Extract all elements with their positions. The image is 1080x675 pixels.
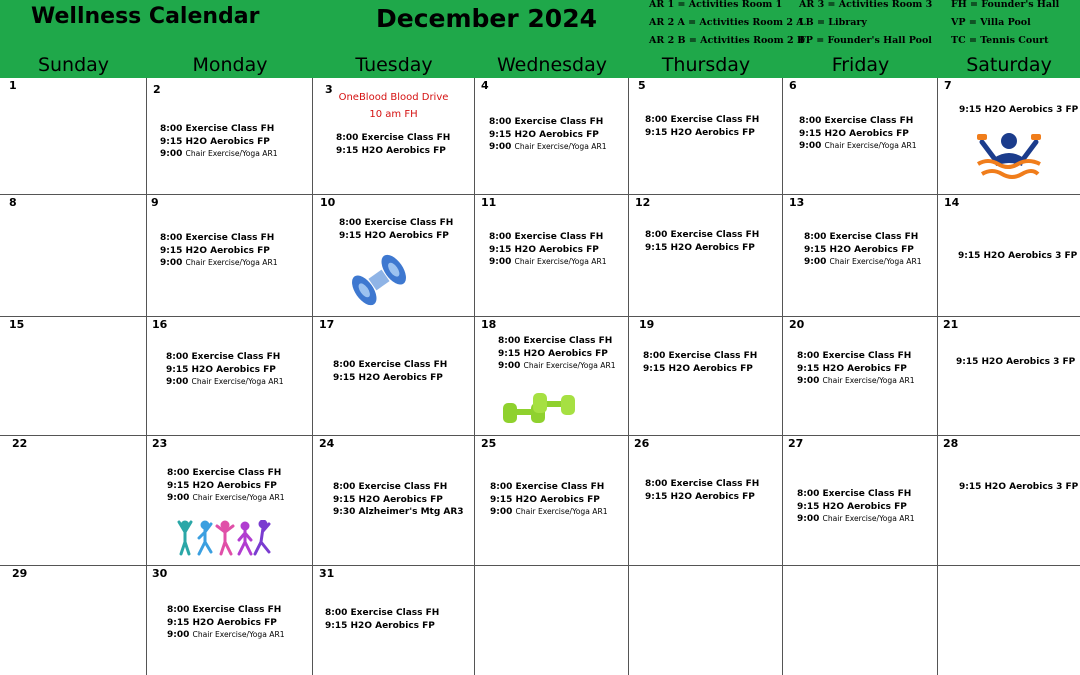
event-list: [804, 231, 922, 269]
day-cell[interactable]: [783, 436, 938, 566]
blood-drive-title: OneBlood Blood Drive: [338, 92, 449, 103]
event-list: [959, 104, 1078, 117]
day-cell[interactable]: [313, 436, 475, 566]
event-time: 9:00: [490, 507, 513, 518]
event-time: 9:00: [498, 361, 521, 372]
day-number: 9: [151, 196, 159, 209]
event-h2o-aerobics: 9:15 H2O Aerobics FP: [645, 242, 755, 253]
event-text: Chair Exercise/Yoga AR1: [185, 258, 278, 268]
day-cell[interactable]: [313, 78, 475, 195]
event-exercise-class: 8:00 Exercise Class FH: [645, 479, 760, 489]
event-list: [489, 231, 607, 269]
event-time: 9:00: [489, 142, 512, 153]
day-number: 11: [481, 196, 497, 209]
day-number: 4: [481, 79, 489, 92]
event-h2o-aerobics: 9:15 H2O Aerobics FP: [336, 145, 446, 156]
day-number: 21: [943, 318, 959, 331]
event-h2o-aerobics: 9:15 H2O Aerobics FP: [489, 244, 599, 255]
event-list: [498, 335, 616, 373]
event-chair-yoga: [490, 506, 608, 519]
event-exercise-class: 8:00 Exercise Class FH: [799, 116, 914, 126]
day-cell[interactable]: [147, 78, 313, 195]
exercise-figures-icon: [177, 520, 273, 556]
day-cell[interactable]: [629, 317, 783, 436]
event-exercise-class: 8:00 Exercise Class FH: [339, 218, 454, 228]
day-number: 2: [153, 83, 161, 96]
day-cell[interactable]: [0, 436, 147, 566]
event-h2o-aerobics: 9:15 H2O Aerobics FP: [325, 620, 435, 631]
day-cell[interactable]: [629, 566, 783, 675]
event-list: [325, 607, 439, 632]
event-exercise-class: 8:00 Exercise Class FH: [645, 115, 760, 125]
event-chair-yoga: [804, 256, 922, 269]
day-number: 28: [943, 437, 959, 450]
weekday-friday: Friday: [831, 54, 890, 76]
aqua-dumbbell-icon: [351, 251, 407, 309]
legend-item: AR 2 A = Activities Room 2 A: [649, 17, 804, 28]
weekday-wednesday: Wednesday: [496, 54, 607, 76]
event-exercise-class: 8:00 Exercise Class FH: [167, 605, 282, 615]
event-chair-yoga: [489, 256, 607, 269]
event-h2o-aerobics: 9:15 H2O Aerobics FP: [489, 129, 599, 140]
event-list: [167, 467, 285, 505]
weekday-thursday: Thursday: [661, 54, 751, 76]
day-cell[interactable]: [147, 317, 313, 436]
day-number: 13: [789, 196, 805, 209]
event-exercise-class: 8:00 Exercise Class FH: [325, 608, 440, 618]
event-chair-yoga: [498, 360, 616, 373]
event-list: [956, 356, 1075, 369]
legend-item: VP = Villa Pool: [951, 17, 1031, 28]
calendar-grid: [0, 78, 1080, 675]
event-list: [797, 488, 915, 526]
event-chair-yoga: [489, 141, 607, 154]
event-exercise-class: 8:00 Exercise Class FH: [804, 232, 919, 242]
event-text: Chair Exercise/Yoga AR1: [822, 514, 915, 524]
day-cell[interactable]: [313, 317, 475, 436]
event-chair-yoga: [167, 629, 285, 642]
day-number: 30: [152, 567, 168, 580]
day-cell[interactable]: [783, 195, 938, 317]
event-h2o-aerobics: 9:15 H2O Aerobics FP: [160, 245, 270, 256]
event-list: [799, 115, 917, 153]
day-cell[interactable]: [629, 195, 783, 317]
event-h2o-aerobics: 9:15 H2O Aerobics FP: [333, 494, 443, 505]
event-time: 9:00: [489, 257, 512, 268]
event-h2o-aerobics: 9:15 H2O Aerobics FP: [799, 128, 909, 139]
event-list: [489, 116, 607, 154]
day-cell[interactable]: [938, 566, 1080, 675]
event-list: [645, 114, 759, 139]
day-cell[interactable]: [629, 78, 783, 195]
day-number: 25: [481, 437, 497, 450]
legend-column-2: [799, 0, 932, 50]
event-h2o-aerobics: 9:15 H2O Aerobics 3 FP: [956, 357, 1076, 367]
day-number: 10: [320, 196, 336, 209]
event-time: 9:00: [797, 514, 820, 525]
event-time: 9:00: [166, 377, 189, 388]
day-number: 16: [152, 318, 168, 331]
event-list: [959, 481, 1078, 494]
day-cell[interactable]: [313, 566, 475, 675]
event-list: [797, 350, 915, 388]
event-exercise-class: 8:00 Exercise Class FH: [333, 360, 448, 370]
day-number: 18: [481, 318, 497, 331]
day-cell[interactable]: [938, 195, 1080, 317]
day-number: 8: [9, 196, 17, 209]
day-cell[interactable]: [475, 566, 629, 675]
month-title: December 2024: [376, 4, 597, 33]
day-cell[interactable]: [0, 317, 147, 436]
event-h2o-aerobics: 9:15 H2O Aerobics FP: [160, 136, 270, 147]
day-cell[interactable]: [783, 78, 938, 195]
event-exercise-class: 8:00 Exercise Class FH: [333, 482, 448, 492]
day-number: 31: [319, 567, 335, 580]
event-text: Chair Exercise/Yoga AR1: [192, 630, 285, 640]
event-h2o-aerobics: 9:15 H2O Aerobics FP: [804, 244, 914, 255]
event-text: Chair Exercise/Yoga AR1: [822, 376, 915, 386]
weekday-tuesday: Tuesday: [355, 54, 433, 76]
event-text: Chair Exercise/Yoga AR1: [514, 142, 607, 152]
weekday-monday: Monday: [192, 54, 268, 76]
day-number: 22: [12, 437, 28, 450]
day-number: 26: [634, 437, 650, 450]
event-list: [339, 217, 453, 242]
event-chair-yoga: [160, 257, 278, 270]
event-list: [958, 250, 1077, 263]
day-cell[interactable]: [147, 566, 313, 675]
day-cell[interactable]: [475, 317, 629, 436]
day-cell[interactable]: [629, 436, 783, 566]
event-list: [336, 132, 450, 157]
event-list: [333, 359, 447, 384]
day-number: 19: [639, 318, 655, 331]
event-text: Chair Exercise/Yoga AR1: [192, 493, 285, 503]
day-number: 23: [152, 437, 168, 450]
event-list: [160, 232, 278, 270]
event-text: Chair Exercise/Yoga AR1: [824, 141, 917, 151]
weekday-header-row: [0, 52, 1080, 78]
event-exercise-class: 8:00 Exercise Class FH: [160, 233, 275, 243]
day-number: 24: [319, 437, 335, 450]
event-h2o-aerobics: 9:15 H2O Aerobics 3 FP: [958, 251, 1078, 261]
event-h2o-aerobics: 9:15 H2O Aerobics FP: [167, 617, 277, 628]
day-cell[interactable]: [783, 566, 938, 675]
day-number: 3: [325, 83, 333, 96]
day-number: 15: [9, 318, 25, 331]
event-h2o-aerobics: 9:15 H2O Aerobics FP: [797, 363, 907, 374]
event-h2o-aerobics: 9:15 H2O Aerobics FP: [490, 494, 600, 505]
legend-item: FH = Founder's Hall: [951, 0, 1060, 10]
event-h2o-aerobics: 9:15 H2O Aerobics FP: [166, 364, 276, 375]
day-cell[interactable]: [0, 195, 147, 317]
event-exercise-class: 8:00 Exercise Class FH: [166, 352, 281, 362]
calendar-header: [0, 0, 1080, 78]
event-exercise-class: 8:00 Exercise Class FH: [797, 489, 912, 499]
event-time: 9:00: [797, 376, 820, 387]
day-cell[interactable]: [783, 317, 938, 436]
event-exercise-class: 8:00 Exercise Class FH: [498, 336, 613, 346]
event-alzheimers-mtg: 9:30 Alzheimer's Mtg AR3: [333, 507, 464, 518]
blood-drive-time: 10 am FH: [369, 109, 418, 120]
day-cell[interactable]: [475, 436, 629, 566]
day-cell[interactable]: [147, 436, 313, 566]
day-number: 7: [944, 79, 952, 92]
day-cell[interactable]: [938, 78, 1080, 195]
legend-item: AR 3 = Activities Room 3: [799, 0, 933, 10]
event-list: [645, 478, 759, 503]
event-chair-yoga: [797, 375, 915, 388]
event-exercise-class: 8:00 Exercise Class FH: [160, 124, 275, 134]
legend-column-3: [951, 0, 1059, 50]
day-cell[interactable]: [475, 78, 629, 195]
event-exercise-class: 8:00 Exercise Class FH: [797, 351, 912, 361]
weekday-saturday: Saturday: [966, 54, 1052, 76]
swimmer-icon: [974, 128, 1044, 180]
event-list: [643, 350, 757, 375]
event-h2o-aerobics: 9:15 H2O Aerobics FP: [645, 127, 755, 138]
event-time: 9:00: [167, 493, 190, 504]
event-time: 9:00: [160, 258, 183, 269]
day-cell[interactable]: [938, 436, 1080, 566]
event-chair-yoga: [799, 140, 917, 153]
event-list: [333, 481, 464, 519]
day-number: 14: [944, 196, 960, 209]
day-cell[interactable]: [938, 317, 1080, 436]
event-text: Chair Exercise/Yoga AR1: [191, 377, 284, 387]
event-h2o-aerobics: 9:15 H2O Aerobics FP: [643, 363, 753, 374]
legend-item: AR 1 = Activities Room 1: [649, 0, 783, 10]
event-h2o-aerobics: 9:15 H2O Aerobics FP: [333, 372, 443, 383]
event-h2o-aerobics: 9:15 H2O Aerobics FP: [498, 348, 608, 359]
event-exercise-class: 8:00 Exercise Class FH: [167, 468, 282, 478]
event-text: Chair Exercise/Yoga AR1: [523, 361, 616, 371]
event-h2o-aerobics: 9:15 H2O Aerobics 3 FP: [959, 482, 1079, 492]
legend-item: LB = Library: [799, 17, 867, 28]
event-chair-yoga: [166, 376, 284, 389]
event-h2o-aerobics: 9:15 H2O Aerobics FP: [797, 501, 907, 512]
day-number: 27: [788, 437, 804, 450]
event-time: 9:00: [804, 257, 827, 268]
event-list: [166, 351, 284, 389]
day-number: 17: [319, 318, 335, 331]
event-chair-yoga: [797, 513, 915, 526]
calendar-title: Wellness Calendar: [31, 4, 260, 29]
event-chair-yoga: [167, 492, 285, 505]
event-time: 9:00: [167, 630, 190, 641]
legend-item: AR 2 B = Activities Room 2 B: [649, 35, 805, 46]
legend-item: FP = Founder's Hall Pool: [799, 35, 932, 46]
event-h2o-aerobics: 9:15 H2O Aerobics FP: [339, 230, 449, 241]
event-time: 9:00: [799, 141, 822, 152]
day-cell[interactable]: [147, 195, 313, 317]
event-chair-yoga: [160, 148, 278, 161]
event-list: [167, 604, 285, 642]
event-list: [645, 229, 759, 254]
day-cell[interactable]: [313, 195, 475, 317]
event-text: Chair Exercise/Yoga AR1: [514, 257, 607, 267]
event-list: [160, 123, 278, 161]
day-cell[interactable]: [475, 195, 629, 317]
event-h2o-aerobics: 9:15 H2O Aerobics 3 FP: [959, 105, 1079, 115]
event-h2o-aerobics: 9:15 H2O Aerobics FP: [645, 491, 755, 502]
green-dumbbell-icon: [499, 389, 583, 429]
day-number: 1: [9, 79, 17, 92]
legend-column-1: [649, 0, 805, 50]
event-text: Chair Exercise/Yoga AR1: [185, 149, 278, 159]
event-exercise-class: 8:00 Exercise Class FH: [643, 351, 758, 361]
day-cell[interactable]: [0, 78, 147, 195]
day-number: 6: [789, 79, 797, 92]
event-time: 9:00: [160, 149, 183, 160]
event-list: [490, 481, 608, 519]
event-exercise-class: 8:00 Exercise Class FH: [489, 232, 604, 242]
event-text: Chair Exercise/Yoga AR1: [515, 507, 608, 517]
day-number: 5: [638, 79, 646, 92]
event-exercise-class: 8:00 Exercise Class FH: [645, 230, 760, 240]
event-exercise-class: 8:00 Exercise Class FH: [489, 117, 604, 127]
event-exercise-class: 8:00 Exercise Class FH: [490, 482, 605, 492]
event-h2o-aerobics: 9:15 H2O Aerobics FP: [167, 480, 277, 491]
event-exercise-class: 8:00 Exercise Class FH: [336, 133, 451, 143]
day-number: 20: [789, 318, 805, 331]
event-text: Chair Exercise/Yoga AR1: [829, 257, 922, 267]
day-number: 29: [12, 567, 28, 580]
day-number: 12: [635, 196, 651, 209]
weekday-sunday: Sunday: [37, 54, 110, 76]
day-cell[interactable]: [0, 566, 147, 675]
legend-item: TC = Tennis Court: [951, 35, 1049, 46]
